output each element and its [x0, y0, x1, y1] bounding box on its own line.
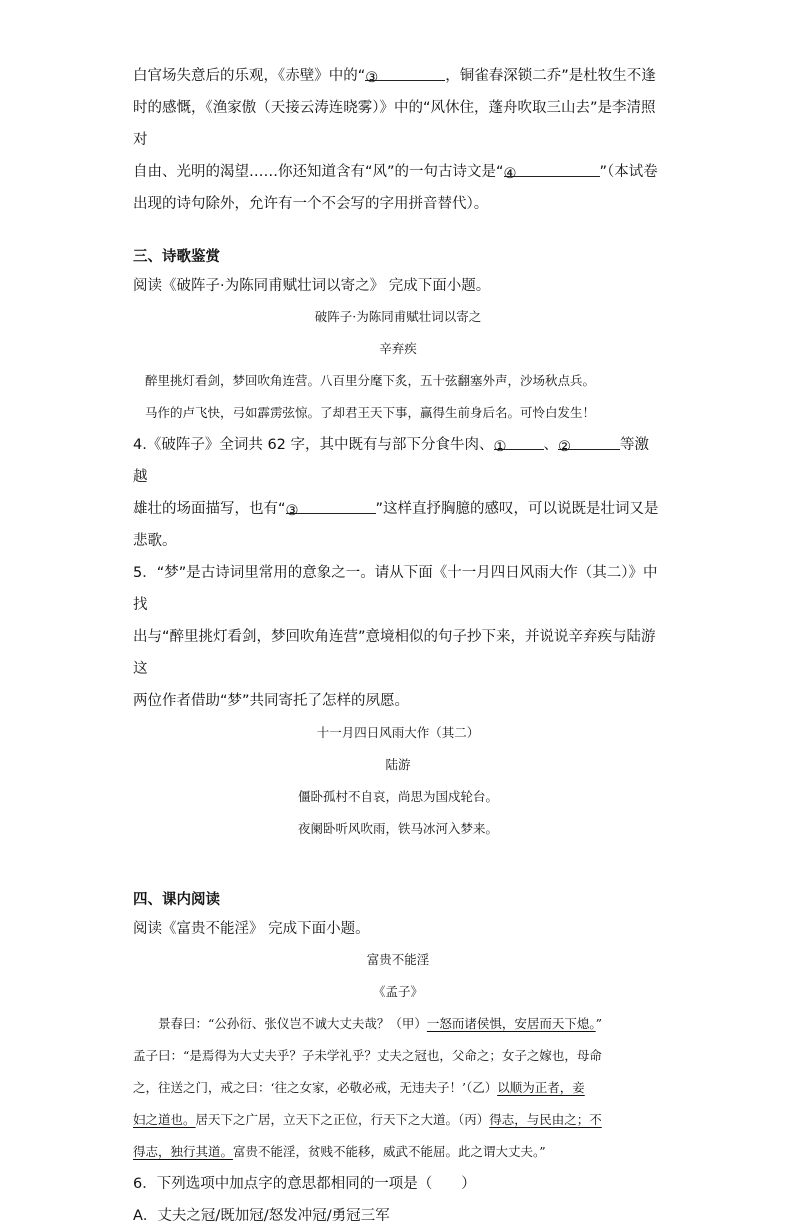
underlined-sentence-b: 妇之道也。	[133, 1112, 196, 1127]
intro-text: 自由、光明的渴望……你还知道含有“风”的一句古诗文是“	[133, 164, 504, 180]
question-4-line-1	[133, 429, 663, 493]
classical-text-line	[133, 1072, 663, 1104]
question-text: 等激越	[133, 437, 650, 485]
text-title: 富贵不能淫	[366, 952, 430, 967]
poem-line: 马作的卢飞快，弓如霹雳弦惊。了却君王天下事，赢得生前身后名。可怜白发生！	[145, 405, 596, 420]
answer-blank-4[interactable]	[503, 158, 600, 182]
section-title-poetry: 三、诗歌鉴赏	[133, 249, 220, 265]
poem-author: 辛弃疾	[379, 341, 417, 356]
intro-line-1	[133, 60, 663, 92]
question-text: ”这样直抒胸臆的感叹，可以说既是壮词又是	[375, 501, 659, 517]
text-span: 居天下之广居，立天下之正位，行天下之大道。（丙）	[195, 1112, 490, 1127]
blank-number: ②	[558, 439, 572, 455]
intro-line-2: 时的感慨，《渔家傲（天接云涛连晓雾）》中的“风休住，蓬舟吹取三山去”是李清照对	[133, 100, 656, 148]
intro-line-3	[133, 156, 663, 188]
question-text: 、	[543, 437, 559, 453]
poem2-title: 十一月四日风雨大作（其二）	[316, 725, 480, 740]
question-text: 雄壮的场面描写，也有“	[133, 501, 286, 517]
classical-text-line: 孟子曰：“是焉得为大丈夫乎？子未学礼乎？丈夫之冠也，父命之；女子之嫁也，母命	[133, 1048, 602, 1063]
question-4-line-2	[133, 493, 663, 525]
answer-blank-q4-2[interactable]	[558, 431, 620, 455]
question-text: 4.《破阵子》全词共 62 字，其中既有与部下分食牛肉、	[133, 437, 494, 453]
underlined-sentence-b: 以顺为正者，妾	[497, 1080, 585, 1095]
intro-line-4: 出现的诗句除外，允许有一个不会写的字用拼音替代）。	[133, 196, 489, 212]
underlined-sentence-a: 一怒而诸侯惧，安居而天下熄。	[426, 1016, 596, 1031]
question-6-option-a[interactable]: A．丈夫之冠/既加冠/怒发冲冠/勇冠三军	[133, 1208, 390, 1224]
text-span: ”	[595, 1016, 603, 1031]
classical-text-line	[133, 1008, 663, 1040]
text-span: 景春曰：“公孙衍、张仪岂不诚大丈夫哉？（甲）	[158, 1016, 427, 1031]
intro-text: 白官场失意后的乐观，《赤壁》中的“	[133, 68, 366, 84]
blank-number: ③	[285, 503, 299, 519]
blank-number: ④	[503, 166, 517, 182]
section-title-reading: 四、课内阅读	[133, 892, 220, 908]
answer-blank-3[interactable]	[365, 62, 445, 86]
question-4-line-3: 悲歌。	[133, 533, 177, 549]
section-instruction: 阅读《富贵不能淫》 完成下面小题。	[133, 921, 370, 937]
poem2-author: 陆游	[385, 757, 411, 772]
intro-text: ”（本试卷	[599, 164, 658, 180]
question-5-line-2: 出与“醉里挑灯看剑，梦回吹角连营”意境相似的句子抄下来，并说说辛弃疾与陆游这	[133, 629, 656, 677]
classical-text-line	[133, 1104, 663, 1136]
classical-text-line	[133, 1136, 663, 1168]
poem-title: 破阵子·为陈同甫赋壮词以寄之	[314, 309, 482, 324]
poem2-line: 夜阑卧听风吹雨，铁马冰河入梦来。	[297, 821, 498, 836]
poem2-line: 僵卧孤村不自哀，尚思为国戍轮台。	[297, 789, 498, 804]
section-instruction: 阅读《破阵子·为陈同甫赋壮词以寄之》 完成下面小题。	[133, 278, 491, 294]
text-span: 之，往送之门，戒之曰：‘往之女家，必敬必戒，无违夫子！’（乙）	[133, 1080, 498, 1095]
underlined-sentence-c: 得志，独行其道。	[133, 1144, 234, 1159]
document-page	[133, 60, 663, 1232]
text-author: 《孟子》	[372, 984, 423, 999]
text-span: 富贵不能淫，贫贱不能移，威武不能屈。此之谓大丈夫。”	[233, 1144, 546, 1159]
underlined-sentence-c: 得志，与民由之；不	[489, 1112, 602, 1127]
answer-blank-q4-1[interactable]	[493, 431, 544, 455]
question-5-line-3: 两位作者借助“梦”共同寄托了怎样的夙愿。	[133, 693, 410, 709]
question-6: 6．下列选项中加点字的意思都相同的一项是（ ）	[133, 1176, 476, 1192]
blank-number: ①	[493, 439, 507, 455]
blank-number: ③	[365, 70, 379, 86]
intro-text: ，铜雀春深锁二乔”是杜牧生不逢	[445, 68, 656, 84]
poem-line: 醉里挑灯看剑，梦回吹角连营。八百里分麾下炙，五十弦翻塞外声，沙场秋点兵。	[145, 373, 596, 388]
answer-blank-q4-3[interactable]	[285, 495, 376, 519]
question-5-line-1: 5．“梦”是古诗词里常用的意象之一。请从下面《十一月四日风雨大作（其二）》中找	[133, 565, 658, 613]
